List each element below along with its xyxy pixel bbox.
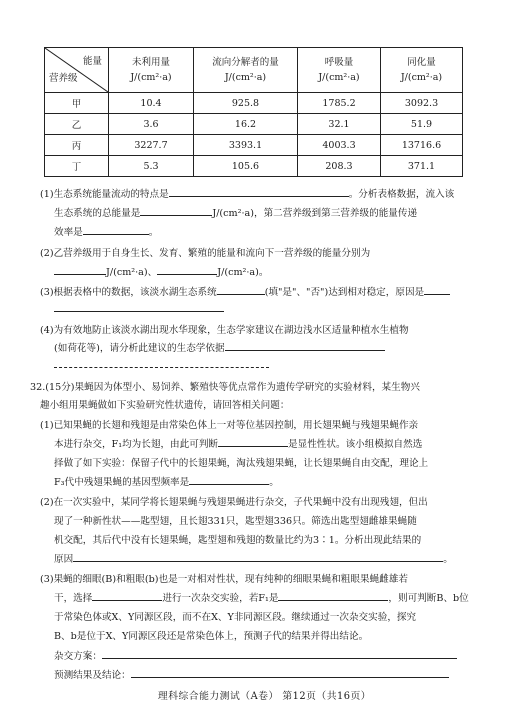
value-cell: 16.2 (194, 114, 298, 135)
sub-3-line-2: 干，选择 进行一次杂交实验，若F₁是 ，则可判断B、b位 (54, 593, 469, 604)
level-cell: 乙 (45, 114, 109, 135)
value-cell: 13716.6 (381, 135, 463, 156)
question-32-line-1: 32.(15分)果蝇因为体型小、易饲养、繁殖快等优点常作为遗传学研究的实验材料，某生物兴 (30, 382, 420, 393)
value-cell: 3.6 (109, 114, 194, 135)
table-row (45, 114, 463, 135)
energy-flow-table (44, 47, 463, 177)
table-corner-cell (45, 48, 109, 93)
question-3-line-1: (3)根据表格中的数据，该淡水湖生态系统 (填"是"、"否")达到相对稳定，原因是 (40, 284, 450, 298)
answer-blank[interactable] (424, 285, 450, 295)
table-row (45, 93, 463, 114)
value-cell: 371.1 (381, 156, 463, 177)
table-header-row (45, 48, 463, 93)
value-cell: 32.1 (298, 114, 381, 135)
corner-label-level: 营养级 (49, 73, 78, 84)
value-cell: 4003.3 (298, 135, 381, 156)
value-cell: 10.4 (109, 93, 194, 114)
answer-blank[interactable] (73, 552, 443, 562)
question-1-line-3: 效率是 。 (54, 227, 159, 238)
answer-blank[interactable] (157, 265, 217, 275)
question-4-line-3 (54, 358, 269, 371)
value-cell: 3393.1 (194, 135, 298, 156)
question-3-line-2 (54, 302, 224, 315)
sub-1-line-1: (1)已知果蝇的长翅和残翅是由常染色体上一对等位基因控制，用长翅果蝇与残翅果蝇作亲 (40, 420, 419, 431)
question-2-line-2: J/(cm²·a)、 J/(cm²·a)。 (54, 264, 269, 278)
question-4-line-2: (如荷花等)，请分析此建议的生态学依据 (54, 340, 385, 354)
value-cell: 51.9 (381, 114, 463, 135)
answer-blank[interactable] (217, 285, 265, 295)
answer-blank[interactable] (278, 591, 388, 601)
level-cell: 甲 (45, 93, 109, 114)
sub-3-line-5: 杂交方案： (54, 648, 457, 662)
value-cell: 3227.7 (109, 135, 194, 156)
answer-blank[interactable] (140, 206, 212, 216)
column-header: 同化量 J/(cm²·a) (381, 48, 463, 93)
sub-2-line-3: 机交配，其后代中没有长翅果蝇，匙型翅和残翅的数量比约为3∶1。分析出现此结果的 (54, 535, 422, 546)
level-cell: 丙 (45, 135, 109, 156)
sub-2-line-4: 原因 。 (54, 554, 453, 565)
sub-1-line-4: F₃代中残翅果蝇的基因型频率是 。 (54, 477, 279, 488)
level-cell: 丁 (45, 156, 109, 177)
sub-2-line-2: 现了一种新性状——匙型翅，且长翅331只，匙型翅336只。筛选出匙型翅雌雄果蝇随 (54, 516, 417, 527)
answer-blank[interactable] (54, 302, 224, 312)
answer-blank[interactable] (92, 591, 162, 601)
sub-1-line-2: 本进行杂交，F₁均为长翅，由此可判断 是显性性状。该小组模拟自然选 (54, 439, 423, 450)
page-footer: 理科综合能力测试（A卷） 第12页（共16页） (157, 691, 372, 702)
sub-2-line-1: (2)在一次实验中，某同学将长翅果蝇与残翅果蝇进行杂交，子代果蝇中没有出现残翅，但出 (40, 497, 428, 508)
answer-blank[interactable] (54, 265, 106, 275)
answer-blank[interactable] (225, 341, 385, 351)
column-header: 流向分解者的量 J/(cm²·a) (194, 48, 298, 93)
question-4-line-1: (4)为有效地防止该淡水湖出现水华现象，生态学家建议在湖边浅水区适量种植水生植物 (40, 325, 409, 336)
value-cell: 1785.2 (298, 93, 381, 114)
value-cell: 105.6 (194, 156, 298, 177)
answer-blank[interactable] (83, 225, 149, 235)
sub-3-line-3: 于常染色体或X、Y同源区段，而不在X、Y非同源区段。继续通过一次杂交实验，探究 (54, 612, 417, 623)
answer-blank[interactable] (102, 649, 457, 659)
sub-3-line-6: 预测结果及结论： (54, 667, 449, 681)
table-row (45, 156, 463, 177)
answer-blank[interactable] (218, 437, 288, 447)
column-header: 未利用量 J/(cm²·a) (109, 48, 194, 93)
answer-blank[interactable] (131, 668, 449, 678)
value-cell: 3092.3 (381, 93, 463, 114)
table-row (45, 135, 463, 156)
question-2-line-1: (2)乙营养级用于自身生长、发育、繁殖的能量和流向下一营养级的能量分别为 (40, 248, 371, 259)
answer-blank[interactable] (54, 358, 269, 368)
question-32-line-2: 趣小组用果蝇做如下实验研究性状遗传，请回答相关问题： (40, 400, 290, 411)
question-1-line-2: 生态系统的总能量是 J/(cm²·a)，第二营养级到第三营养级的能量传递 (54, 208, 418, 219)
sub-1-line-3: 择做了如下实验：保留子代中的长翅果蝇，淘汰残翅果蝇，让长翅果蝇自由交配，理论上 (54, 458, 429, 469)
sub-3-line-1: (3)果蝇的细眼(B)和粗眼(b)也是一对相对性状，现有纯种的细眼果蝇和粗眼果蝇雌雄若 (40, 574, 408, 585)
value-cell: 208.3 (298, 156, 381, 177)
question-1-line-1: (1)生态系统能量流动的特点是 。分析表格数据，流入该 (40, 189, 455, 200)
corner-label-energy: 能量 (82, 56, 102, 67)
value-cell: 925.8 (194, 93, 298, 114)
column-header: 呼吸量 J/(cm²·a) (298, 48, 381, 93)
answer-blank[interactable] (169, 187, 349, 197)
answer-blank[interactable] (189, 475, 269, 485)
sub-3-line-4: B、b是位于X、Y同源区段还是常染色体上，预测子代的结果并得出结论。 (54, 631, 369, 642)
value-cell: 5.3 (109, 156, 194, 177)
